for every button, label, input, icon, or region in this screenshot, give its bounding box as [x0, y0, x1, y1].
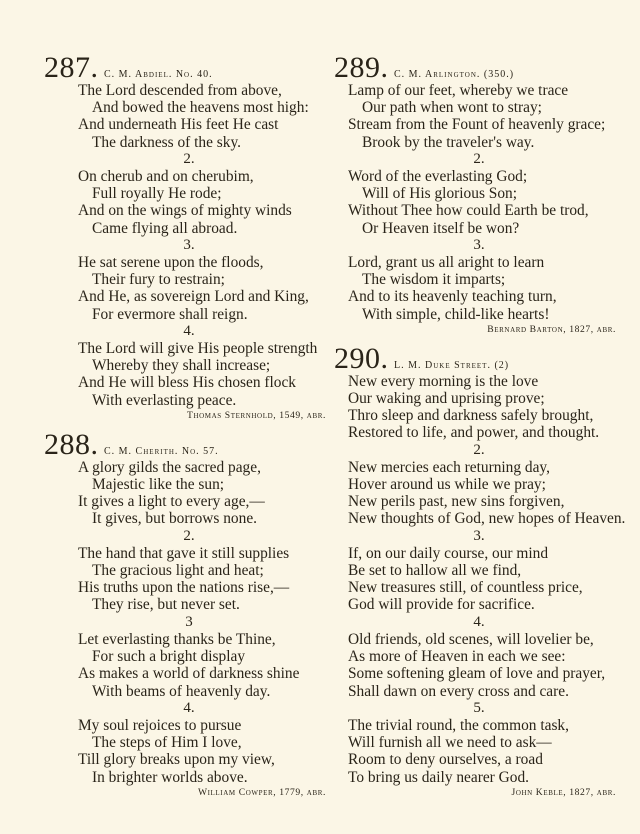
- verse-line: Or Heaven itself be won?: [362, 219, 520, 237]
- verse-line: The darkness of the sky.: [92, 133, 242, 151]
- verse-line: And to its heavenly teaching turn,: [348, 288, 557, 306]
- verse-line: Full royally He rode;: [92, 185, 222, 203]
- hymn-header: [44, 51, 334, 84]
- hymn-288: [44, 427, 334, 800]
- verse-line: And underneath His feet He cast: [78, 116, 279, 134]
- verse-line: The wisdom it imparts;: [362, 271, 506, 289]
- verse-line: They rise, but never set.: [92, 596, 240, 614]
- verse-line: And He will bless His chosen flock: [78, 374, 297, 392]
- hymn-meter-tune: C. M. Arlington. (350.): [394, 69, 515, 80]
- stanza-number: 2.: [183, 527, 195, 544]
- verse-line: Word of the everlasting God;: [348, 168, 528, 186]
- verse-line: And bowed the heavens most high:: [92, 99, 309, 117]
- stanza-number: 2.: [473, 441, 485, 458]
- verse-line: Shall dawn on every cross and care.: [348, 682, 569, 700]
- verse-line: The hand that gave it still supplies: [78, 544, 290, 562]
- verse-line: Brook by the traveler's way.: [362, 133, 535, 151]
- verse-line: The steps of Him I love,: [92, 734, 242, 752]
- hymn-number: 287.: [44, 51, 99, 84]
- verse-line: The trivial round, the common task,: [348, 716, 569, 734]
- verse-line: Their fury to restrain;: [92, 271, 225, 289]
- verse-line: With everlasting peace.: [92, 391, 237, 409]
- hymn-meter-tune: L. M. Duke Street. (2): [394, 359, 510, 371]
- verse-line: If, on our daily course, our mind: [348, 544, 549, 562]
- hymn-meter-tune: C. M. Cherith. No. 57.: [104, 445, 219, 457]
- verse-line: Without Thee how could Earth be trod,: [348, 202, 589, 220]
- verse-line: The gracious light and heat;: [92, 562, 264, 580]
- stanza-number: 3.: [473, 236, 485, 253]
- left-column: [44, 51, 334, 808]
- verse-line: His truths upon the nations rise,—: [78, 579, 290, 597]
- verse-line: Thro sleep and darkness safely brought,: [348, 407, 594, 425]
- verse-line: Our waking and uprising prove;: [348, 390, 545, 408]
- verse-line: In brighter worlds above.: [92, 768, 248, 786]
- verse-line: With simple, child-like hearts!: [362, 305, 550, 323]
- attribution: Thomas Sternhold, 1549, abr.: [187, 409, 326, 421]
- verse-line: Lord, grant us all aright to learn: [348, 254, 545, 272]
- attribution: William Cowper, 1779, abr.: [197, 786, 326, 798]
- verse-line: Some softening gleam of love and prayer,: [348, 665, 606, 683]
- verse-line: The Lord will give His people strength: [78, 340, 318, 358]
- verse-line: New mercies each returning day,: [348, 458, 550, 476]
- stanza-number: 2.: [183, 150, 195, 167]
- verse-line: New treasures still, of countless price,: [348, 579, 583, 597]
- stanza-number: 3: [185, 613, 193, 630]
- verse-line: Came flying all abroad.: [92, 219, 238, 237]
- verse-line: A glory gilds the sacred page,: [78, 458, 261, 476]
- stanza-number: 4.: [473, 613, 485, 630]
- verse-line: For evermore shall reign.: [92, 305, 248, 323]
- hymn-number: 290.: [334, 341, 389, 375]
- verse-line: To bring us daily nearer God.: [348, 768, 529, 786]
- hymn-number: 289.: [334, 51, 389, 84]
- verse-line: With beams of heavenly day.: [92, 682, 271, 700]
- verse-line: And He, as sovereign Lord and King,: [78, 288, 309, 306]
- verse-line: New thoughts of God, new hopes of Heaven.: [348, 510, 626, 528]
- verse-line: Stream from the Fount of heavenly grace;: [348, 116, 606, 134]
- stanza-number: 4.: [183, 699, 195, 716]
- hymn-290: [334, 341, 626, 800]
- stanza-number: 4.: [183, 322, 195, 339]
- hymn-header: [334, 341, 624, 375]
- hymn-header: [334, 51, 624, 84]
- hymn-header: [44, 427, 334, 461]
- verse-line: Will of His glorious Son;: [362, 185, 518, 203]
- right-column: [334, 51, 626, 808]
- verse-line: God will provide for sacrifice.: [348, 596, 535, 614]
- verse-line: Let everlasting thanks be Thine,: [78, 630, 276, 648]
- verse-line: Old friends, old scenes, will lovelier be,: [348, 630, 594, 648]
- verse-line: Hover around us while we pray;: [348, 476, 546, 494]
- verse-line: Room to deny ourselves, a road: [348, 751, 543, 769]
- verse-line: It gives, but borrows none.: [92, 510, 257, 528]
- verse-line: Our path when wont to stray;: [362, 99, 542, 117]
- attribution: Bernard Barton, 1827, abr.: [487, 323, 616, 335]
- hymn-289: [334, 51, 624, 337]
- verse-line: The Lord descended from above,: [78, 82, 282, 99]
- verse-line: New perils past, new sins forgiven,: [348, 493, 565, 511]
- verse-line: Whereby they shall increase;: [92, 357, 271, 375]
- verse-line: Till glory breaks upon my view,: [78, 751, 275, 769]
- verse-line: Be set to hallow all we find,: [348, 562, 522, 580]
- stanza-number: 5.: [473, 699, 485, 716]
- hymn-number: 288.: [44, 427, 99, 461]
- hymn-meter-tune: C. M. Abdiel. No. 40.: [104, 69, 213, 80]
- stanza-number: 2.: [473, 150, 485, 167]
- stanza-number: 3.: [473, 527, 485, 544]
- verse-line: Lamp of our feet, whereby we trace: [348, 82, 569, 99]
- verse-line: Will furnish all we need to ask—: [348, 734, 552, 752]
- verse-line: He sat serene upon the floods,: [78, 254, 264, 272]
- verse-line: On cherub and on cherubim,: [78, 168, 254, 186]
- verse-line: It gives a light to every age,—: [78, 493, 265, 511]
- verse-line: Majestic like the sun;: [92, 476, 225, 494]
- hymn-287: [44, 51, 334, 423]
- verse-line: New every morning is the love: [348, 372, 539, 390]
- stanza-number: 3.: [183, 236, 195, 253]
- verse-line: For such a bright display: [92, 648, 246, 666]
- verse-line: My soul rejoices to pursue: [78, 716, 242, 734]
- attribution: John Keble, 1827, abr.: [511, 786, 616, 798]
- verse-line: Restored to life, and power, and thought.: [348, 424, 600, 442]
- verse-line: As more of Heaven in each we see:: [348, 648, 566, 666]
- verse-line: And on the wings of mighty winds: [78, 202, 292, 220]
- verse-line: As makes a world of darkness shine: [78, 665, 300, 683]
